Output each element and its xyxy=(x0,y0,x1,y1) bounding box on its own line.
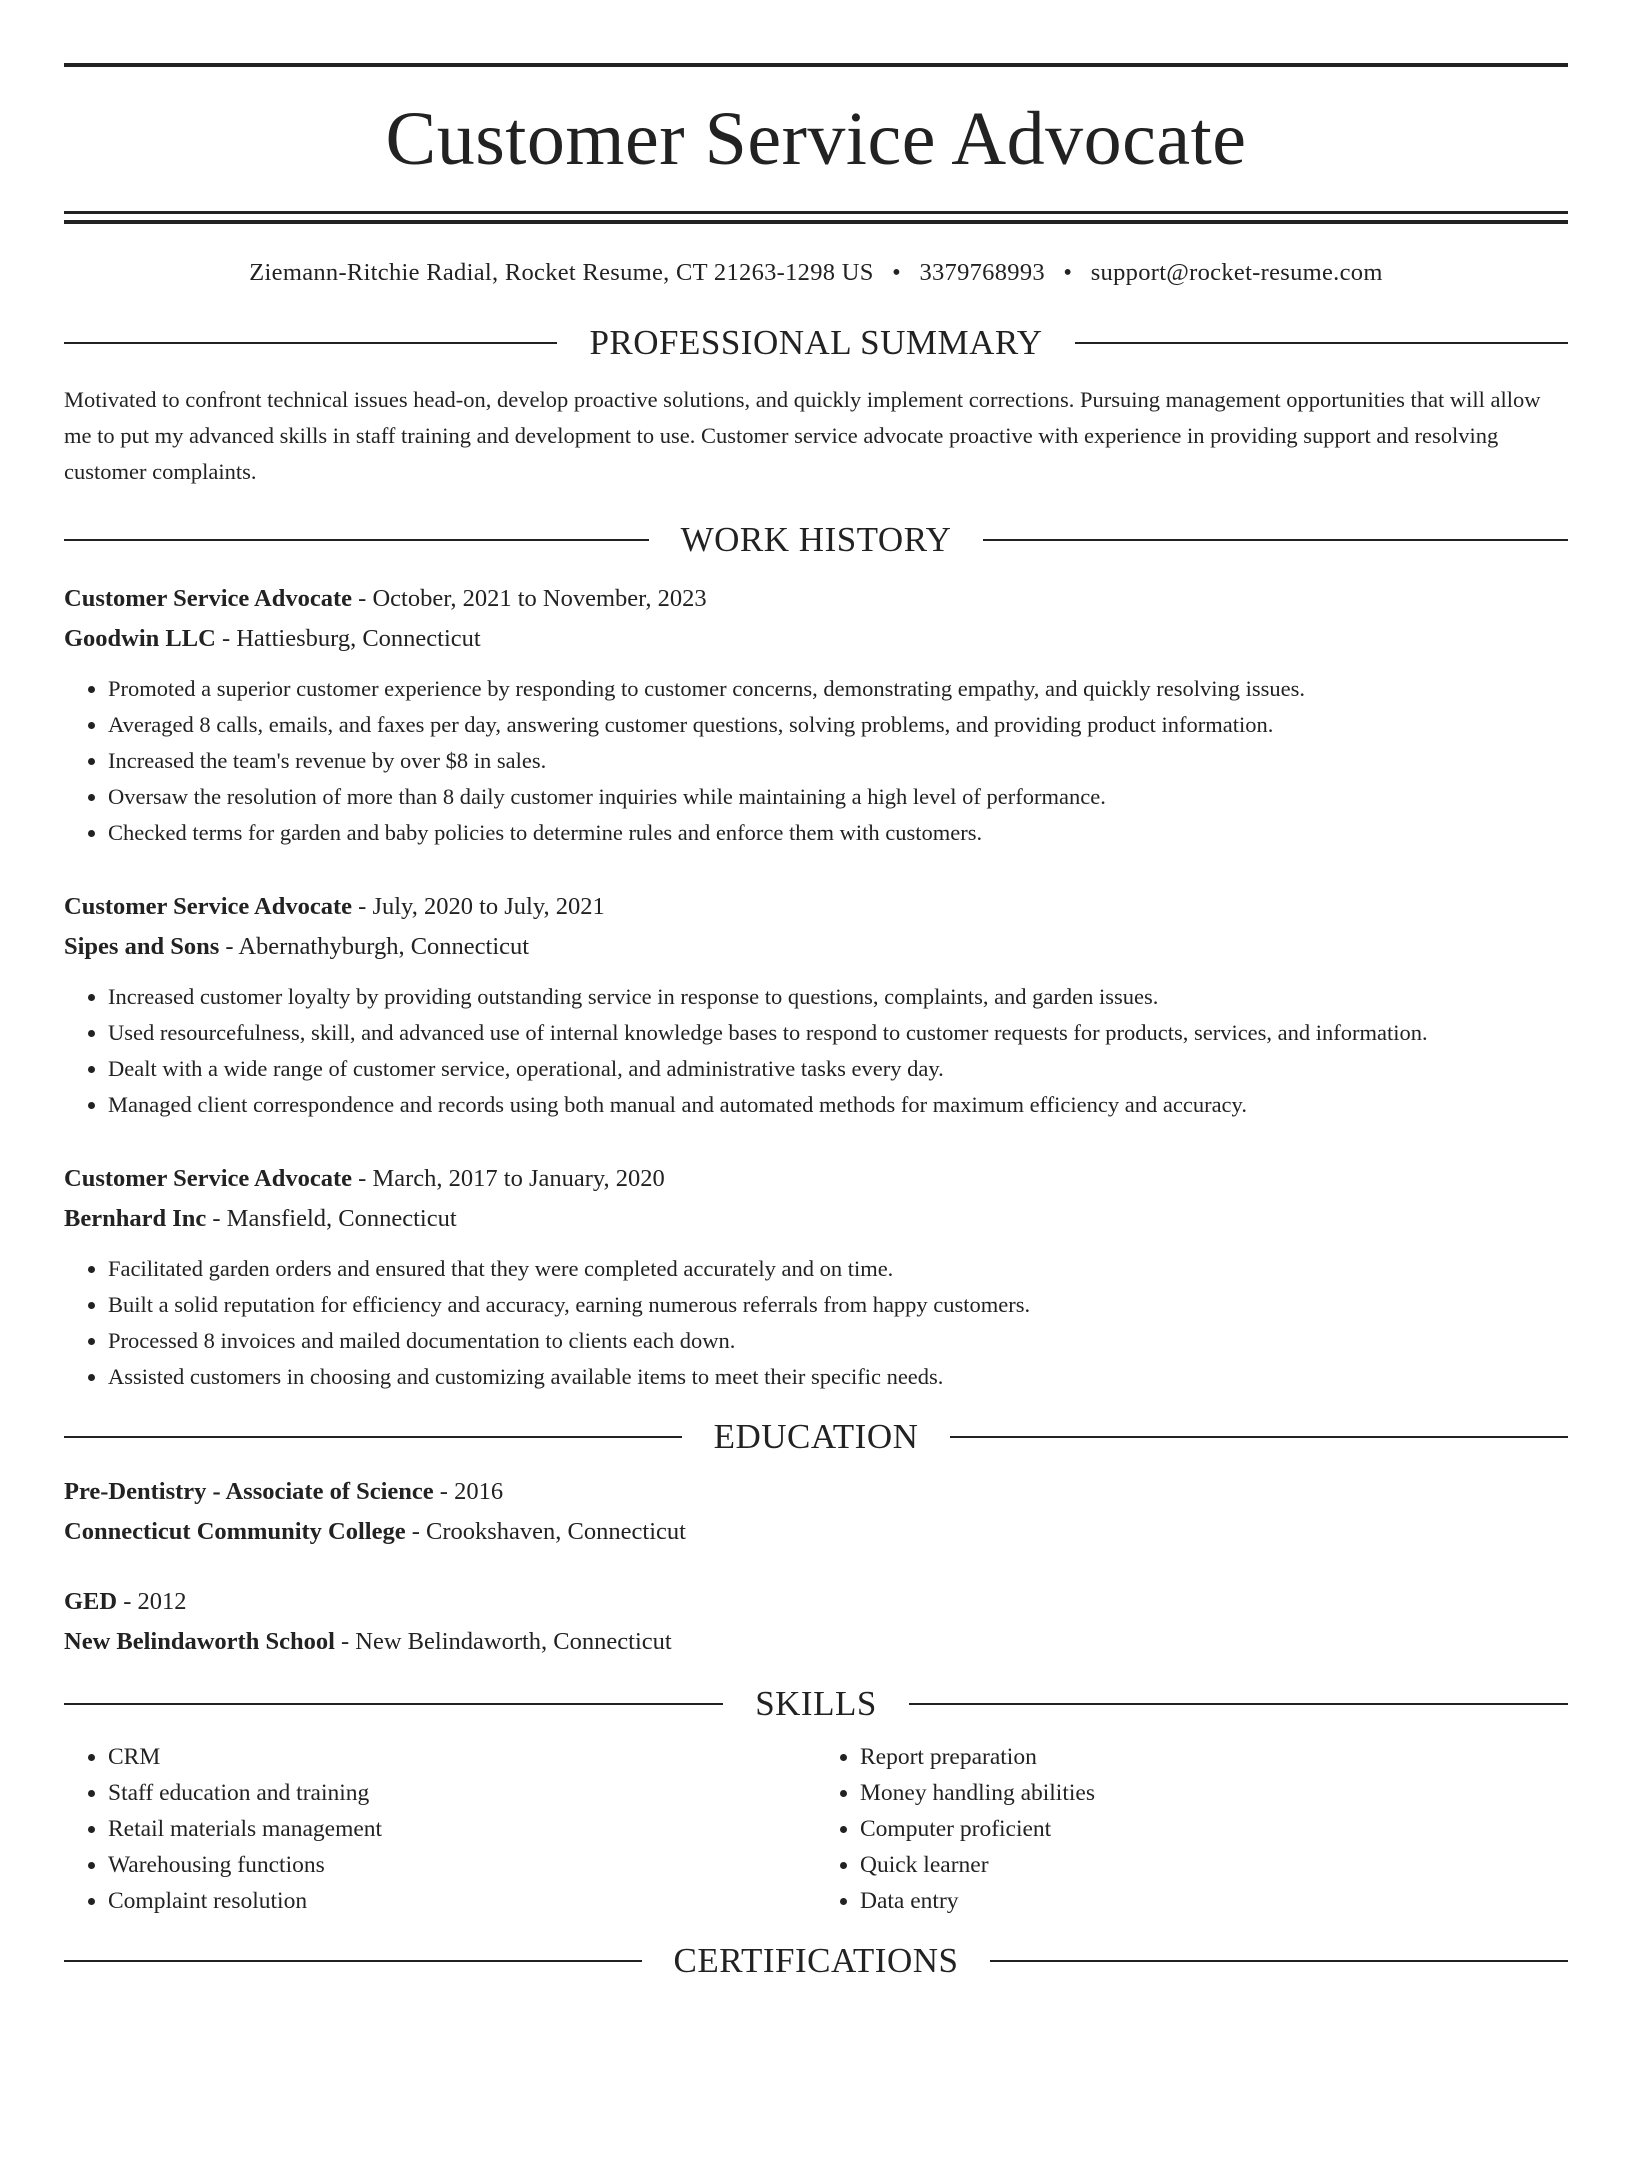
edu-school: New Belindaworth School xyxy=(64,1628,335,1655)
section-title: SKILLS xyxy=(755,1684,877,1723)
summary-text: Motivated to confront technical issues head-on, develop proactive solutions, and quickly implement corrections. Pursuing management opportunities that will allow me to put my advanced skills in staff training and development to use. Customer service advocate proactive with experience in providing support and resolving customer complaints. xyxy=(64,387,1541,484)
resume-page xyxy=(0,63,1632,2175)
job-bullet: • Assisted customers in choosing and customizing available items to meet their specific needs. xyxy=(108,1359,1568,1395)
edu-year: - 2012 xyxy=(117,1588,187,1615)
section-title: CERTIFICATIONS xyxy=(673,1941,959,1980)
section-heading-certifications xyxy=(64,1943,1568,1978)
skill-item: • Staff education and training xyxy=(108,1775,816,1811)
skill-item: • Retail materials management xyxy=(108,1811,816,1847)
work-history-list xyxy=(64,579,1568,1395)
job-dates: - July, 2020 to July, 2021 xyxy=(352,893,605,920)
edu-year: - 2016 xyxy=(433,1478,504,1505)
job-bullet: • Facilitated garden orders and ensured that they were completed accurately and on time. xyxy=(108,1251,1568,1287)
contact-phone: 3379768993 xyxy=(919,259,1045,286)
job-location: - Hattiesburg, Connecticut xyxy=(215,625,481,652)
job-bullet: • Processed 8 invoices and mailed documentation to clients each down. xyxy=(108,1323,1568,1359)
job-title: Customer Service Advocate xyxy=(64,585,353,612)
skill-item: • Warehousing functions xyxy=(108,1847,816,1883)
job-bullets xyxy=(64,979,1568,1123)
job-bullet: • Averaged 8 calls, emails, and faxes per day, answering customer questions, solving problems, and providing product information. xyxy=(108,707,1568,743)
skill-item: • Money handling abilities xyxy=(860,1775,1568,1811)
skill-item: • Quick learner xyxy=(860,1847,1568,1883)
section-heading-education xyxy=(64,1419,1568,1454)
job-bullet: • Increased the team's revenue by over $8 in sales. xyxy=(108,743,1568,779)
job-company: Sipes and Sons xyxy=(64,933,220,960)
edu-location: - Crookshaven, Connecticut xyxy=(405,1518,686,1545)
name-double-rule xyxy=(64,211,1568,224)
job-bullet: • Checked terms for garden and baby policies to determine rules and enforce them with customers. xyxy=(108,815,1568,851)
job-title: Customer Service Advocate xyxy=(64,893,353,920)
edu-degree: GED xyxy=(64,1588,118,1615)
section-heading-work xyxy=(64,522,1568,557)
education-entry xyxy=(64,1472,1568,1552)
skill-item: • Data entry xyxy=(860,1883,1568,1919)
contact-line xyxy=(64,259,1568,287)
job-bullet: • Managed client correspondence and records using both manual and automated methods for maximum efficiency and accuracy. xyxy=(108,1087,1568,1123)
job-bullet: • Increased customer loyalty by providing outstanding service in response to questions, complaints, and garden issues. xyxy=(108,979,1568,1015)
edu-degree: Pre-Dentistry - Associate of Science xyxy=(64,1478,434,1505)
contact-separator: • xyxy=(892,259,901,286)
job-entry xyxy=(64,1159,1568,1395)
skills-column-right xyxy=(816,1739,1568,1919)
skill-item: • Report preparation xyxy=(860,1739,1568,1775)
contact-address: Ziemann-Ritchie Radial, Rocket Resume, CT 21263-1298 US xyxy=(249,259,874,286)
job-bullet: • Used resourcefulness, skill, and advanced use of internal knowledge bases to respond to customer requests for products, services, and information. xyxy=(108,1015,1568,1051)
education-list xyxy=(64,1472,1568,1662)
job-location: - Abernathyburgh, Connecticut xyxy=(219,933,530,960)
job-bullet: • Dealt with a wide range of customer service, operational, and administrative tasks every day. xyxy=(108,1051,1568,1087)
job-company: Bernhard Inc xyxy=(64,1205,207,1232)
resume-name: Customer Service Advocate xyxy=(385,97,1247,181)
job-entry xyxy=(64,887,1568,1123)
education-entry xyxy=(64,1582,1568,1662)
job-bullets xyxy=(64,1251,1568,1395)
skill-item: • Complaint resolution xyxy=(108,1883,816,1919)
job-bullet: • Built a solid reputation for efficiency and accuracy, earning numerous referrals from happy customers. xyxy=(108,1287,1568,1323)
job-bullet: • Promoted a superior customer experience by responding to customer concerns, demonstrating empathy, and quickly resolving issues. xyxy=(108,671,1568,707)
job-company: Goodwin LLC xyxy=(64,625,216,652)
section-heading-skills xyxy=(64,1686,1568,1721)
skill-item: • CRM xyxy=(108,1739,816,1775)
section-heading-summary xyxy=(64,325,1568,360)
job-bullets xyxy=(64,671,1568,851)
section-title: WORK HISTORY xyxy=(680,520,952,559)
top-rule xyxy=(64,63,1568,67)
edu-school: Connecticut Community College xyxy=(64,1518,406,1545)
job-dates: - October, 2021 to November, 2023 xyxy=(352,585,707,612)
job-title: Customer Service Advocate xyxy=(64,1165,353,1192)
skill-item: • Computer proficient xyxy=(860,1811,1568,1847)
skills-list xyxy=(64,1739,1568,1919)
contact-separator: • xyxy=(1063,259,1073,286)
edu-location: - New Belindaworth, Connecticut xyxy=(334,1628,672,1655)
section-title: PROFESSIONAL SUMMARY xyxy=(589,323,1043,362)
job-dates: - March, 2017 to January, 2020 xyxy=(352,1165,665,1192)
job-bullet: • Oversaw the resolution of more than 8 daily customer inquiries while maintaining a high level of performance. xyxy=(108,779,1568,815)
contact-email: support@rocket-resume.com xyxy=(1090,259,1383,286)
job-location: - Mansfield, Connecticut xyxy=(206,1205,457,1232)
job-entry xyxy=(64,579,1568,851)
section-title: EDUCATION xyxy=(713,1417,919,1456)
skills-column-left xyxy=(64,1739,816,1919)
